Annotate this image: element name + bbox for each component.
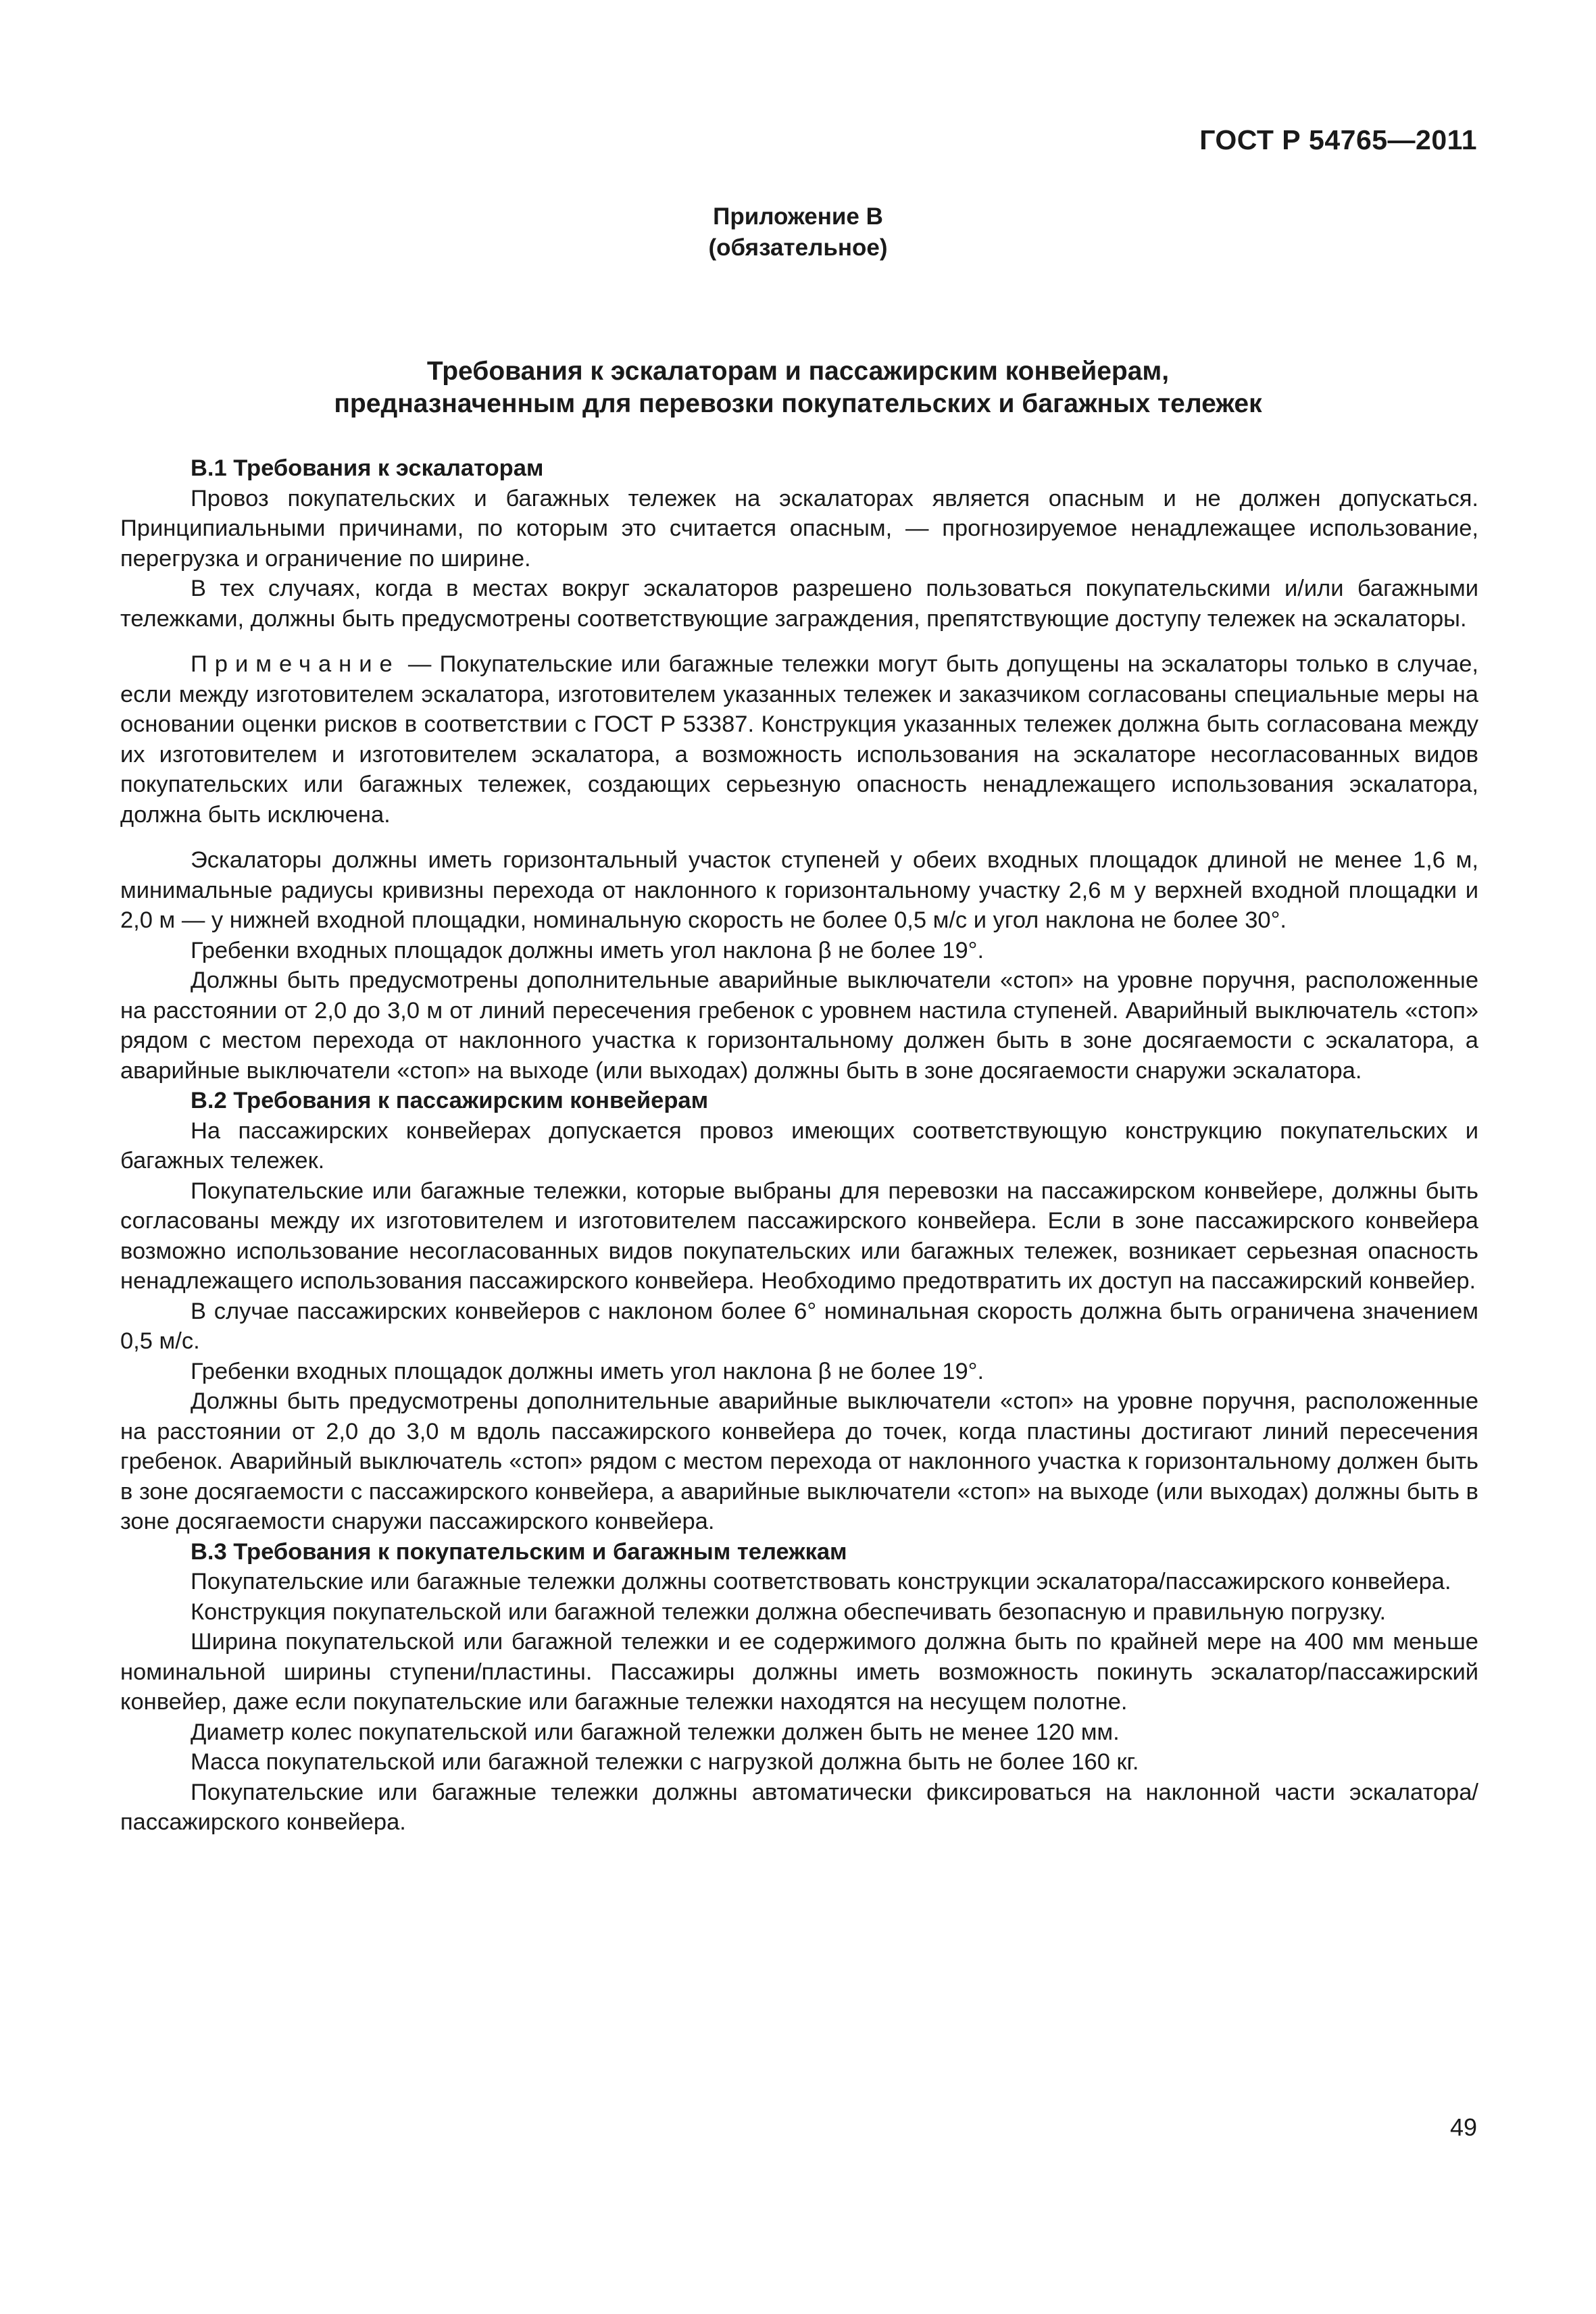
annex-title [0,355,1596,420]
note-text: — Покупательские или багажные тележки могут быть допущены на эскалаторы только в случае, если между изготовителем эскалатора, изготовителем указанных тележек и заказчиком согласованы специальные меры на основании оценки рисков в соответствии с ГОСТ Р 53387. Конструкция указанных тележек должна быть согласована между их изготовителем и изготовителем эскалатора, а возможность использования на эскалаторе несогласованных видов покупательских или багажных тележек, создающих серьезную опасность ненадлежащего использования эскалатора, должна быть исключена. [120,651,1478,828]
note-label: Примечание [191,651,400,677]
paragraph: Провоз покупательских и багажных тележек на эскалаторах является опасным и не должен допускаться. Принципиальными причинами, по которым это считается опасным, — прогнозируемое ненадлежащее использование, перегрузка и ограничение по ширине. [120,485,1478,572]
paragraph: Конструкция покупательской или багажной тележки должна обеспечивать безопасную и правильную погрузку. [191,1599,1387,1625]
paragraph: В случае пассажирских конвейеров с наклоном более 6° номинальная скорость должна быть ограничена значением 0,5 м/с. [120,1298,1478,1354]
page-number: 49 [1449,2113,1477,2141]
annex-heading [0,201,1596,263]
document-code: ГОСТ Р 54765—2011 [1199,124,1477,155]
section-title-b3: В.3 Требования к покупательским и багажным тележкам [191,1538,847,1565]
paragraph: На пассажирских конвейерах допускается провоз имеющих соответствующую конструкцию покупательских и багажных тележек. [120,1117,1478,1174]
section-title-b1: В.1 Требования к эскалаторам [191,455,544,481]
annex-title-line-2: предназначенным для перевозки покупательских и багажных тележек [334,389,1262,418]
document-body [120,453,1478,1838]
paragraph: Гребенки входных площадок должны иметь угол наклона β не более 19°. [191,1358,984,1384]
paragraph: Ширина покупательской или багажной тележки и ее содержимого должна быть по крайней мере на 400 мм меньше номинальной ширины ступени/пластины. Пассажиры должны иметь возможность покинуть эскалатор/пассажирский конвейер, даже если покупательские или багажные тележки находятся на несущем полотне. [120,1629,1478,1715]
paragraph: Покупательские или багажные тележки, которые выбраны для перевозки на пассажирском конвейере, должны быть согласованы между их изготовителем и изготовителем пассажирского конвейера. Если в зоне пассажирского конвейера возможно использование несогласованных видов покупательских или багажных тележек, возникает серьезная опасность ненадлежащего использования пассажирского конвейера. Необходимо предотвратить их доступ на пассажирский конвейер. [120,1178,1478,1294]
annex-label: Приложение В [713,203,883,230]
annex-status: (обязательное) [708,234,888,261]
annex-title-line-1: Требования к эскалаторам и пассажирским конвейерам, [426,357,1170,386]
paragraph: Эскалаторы должны иметь горизонтальный участок ступеней у обеих входных площадок длиной не менее 1,6 м, минимальные радиусы кривизны перехода от наклонного к горизонтальному участку 2,6 м у верхней входной площадки и 2,0 м — у нижней входной площадки, номинальную скорость не более 0,5 м/с и угол наклона не более 30°. [120,847,1478,933]
note-paragraph [120,649,1478,830]
paragraph: Должны быть предусмотрены дополнительные аварийные выключатели «стоп» на уровне поручня, расположенные на расстоянии от 2,0 до 3,0 м вдоль пассажирского конвейера до точек, когда пластины достигают линий пересечения гребенок. Аварийный выключатель «стоп» рядом с местом перехода от наклонного участка к горизонтальному должен быть в зоне досягаемости с пассажирского конвейера, а аварийные выключатели «стоп» на выходе (или выходах) должны быть в зоне досягаемости снаружи пассажирского конвейера. [120,1388,1478,1534]
paragraph: Гребенки входных площадок должны иметь угол наклона β не более 19°. [191,937,984,963]
paragraph: Покупательские или багажные тележки должны автоматически фиксироваться на наклонной части эскалатора/пассажирского конвейера. [120,1779,1478,1835]
paragraph: Должны быть предусмотрены дополнительные аварийные выключатели «стоп» на уровне поручня, расположенные на расстоянии от 2,0 до 3,0 м от линий пересечения гребенок с уровнем настила ступеней. Аварийный выключатель «стоп» рядом с местом перехода от наклонного участка к горизонтальному должен быть в зоне досягаемости с эскалатора, а аварийные выключатели «стоп» на выходе (или выходах) должны быть в зоне досягаемости снаружи эскалатора. [120,967,1478,1084]
paragraph: Диаметр колес покупательской или багажной тележки должен быть не менее 120 мм. [191,1719,1120,1745]
section-title-b2: В.2 Требования к пассажирским конвейерам [191,1088,709,1113]
paragraph: Покупательские или багажные тележки должны соответствовать конструкции эскалатора/пассажирского конвейера. [191,1569,1451,1594]
paragraph: В тех случаях, когда в местах вокруг эскалаторов разрешено пользоваться покупательскими и/или багажными тележками, должны быть предусмотрены соответствующие заграждения, препятствующие доступу тележек на эскалаторы. [120,576,1478,632]
paragraph: Масса покупательской или багажной тележки с нагрузкой должна быть не более 160 кг. [191,1749,1139,1775]
